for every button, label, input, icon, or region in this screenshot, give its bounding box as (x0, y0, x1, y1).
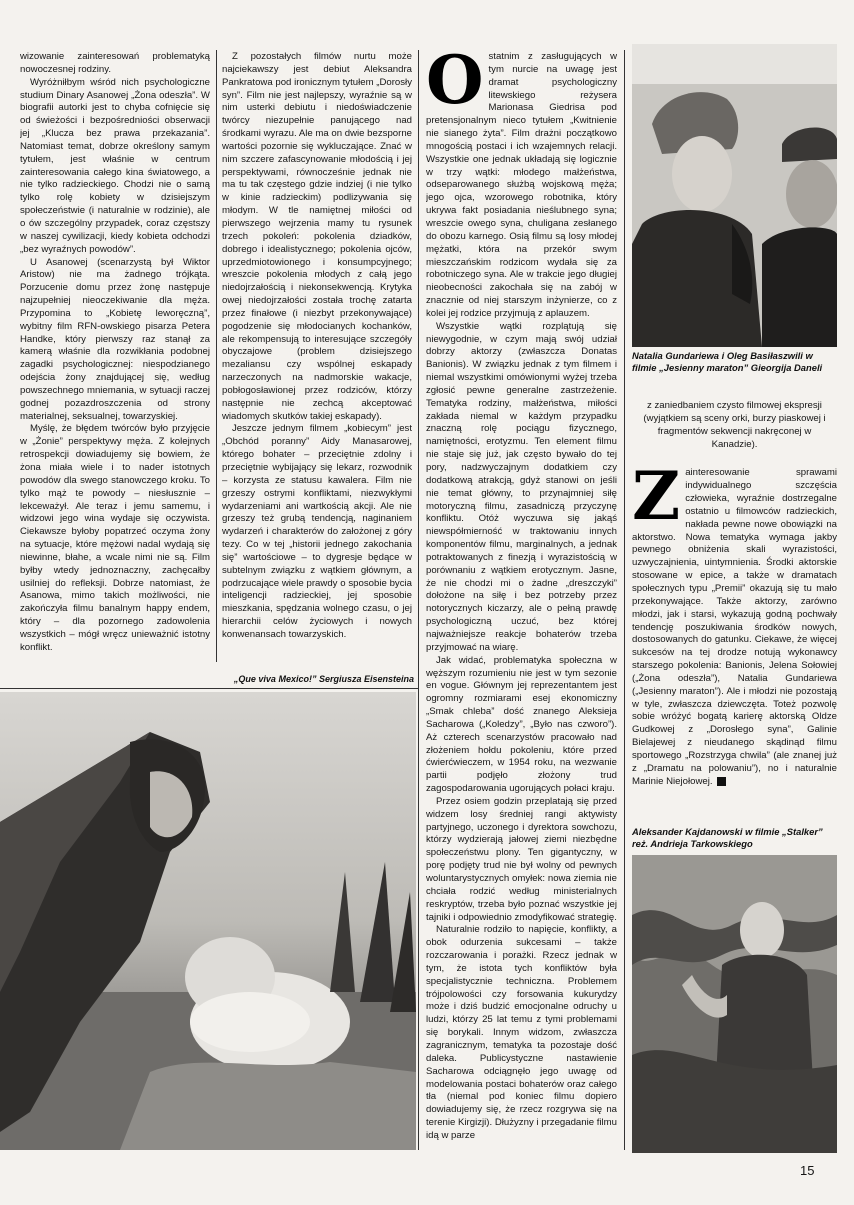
paragraph (426, 51, 617, 321)
photo-caption-kajdanowski: Aleksander Kajdanowski w filmie „Stalker” reż. Andrieja Tarkowskiego (632, 826, 823, 849)
paragraph-text: statnim z zasługujących w tym nurcie na uwagę jest dramat psychologiczny litewskiego reżysera Marionasa Giedrisa pod pretensjonalnym nieco tytułem „Kwitnienie nie sianego żyta”. Film drażni początkowo mnogością postaci i ich wzajemnych relacji. Wszystkie one jednak układają się logicznie w trzy wątki: młodego małżeństwa, odseparowanego służbą wojskową męża; jego ojca, wzorowego robotnika, który ukrywa fakt posiadania nieślubnego syna; wreszcie owego syna, chuligana zesłanego do obozu karnego. Osią filmu są losy młodej mężatki, która na przekór swym mieszczańskim rodzicom wydała się za robotniczego syna. Ale w trakcie jego długiej nieobecności zakochała się na zabój w znacznie od niej starszym inżynierze, co z kolei jej rodzice przyjmują z aplauzem. (426, 51, 617, 319)
paragraph: Jak widać, problematyka społeczna w węższym rozumieniu nie jest w tym sezonie en vogue. Głównym jej reprezentantem jest ogromny rozmiarami esej ekonomiczny „Smak chleba” dość znanego Aleksieja Sacharowa („Koledzy”, „Było nas czworo”). Aż czterech scenarzystów pracowało nad złożeniem hołdu pokoleniu, które przed ćwierćwieczem, w 1954 roku, na wezwanie partii podjęło złożony trud zagospodarowania ugorujących połaci kraju. (426, 654, 617, 795)
film-still-jesienny-maraton (632, 44, 837, 347)
paragraph: U Asanowej (scenarzystą był Wiktor Aristow) nie ma żadnego trójkąta. Porzucenie domu przez żonę następuje najzupełniej nieoczekiwanie dla męża. Przypomina to „Kobietę leworęczną”, wybitny film RFN-owskiego pisarza Petera Handke, który pierwszy raz stanął za kamerą właśnie dla rozwikłania podobnej zagadki psychologicznej: niespodzianego odejścia żony znajdującej się, według powszechnego mniemania, w sytuacji raczej godnej pozazdroszczenia od strony materialnej, seksualnej, towarzyskiej. (20, 256, 210, 422)
paragraph (632, 457, 837, 788)
paragraph: Z pozostałych filmów nurtu może najciekawszy jest debiut Aleksandra Pankratowa pod ironicznym tytułem „Dorosły syn”. Film nie jest najlepszy, wyraźnie są w nim usterki debiutu i niedoświadczenie twórcy niezupełnie panującego nad środkami wyrazu. Ale ma on dwie bezsporne wartości pozornie się wykluczające. Znać w nim szczere zafascynowanie młodością i jej perspektywami, równocześnie jednak nie ma tu tak częstego gdzie indziej (i nie tylko w kinie radzieckim) podlizywania się młodym. W tle namiętnej miłości od pierwszego wejrzenia mamy tu rysunek trzech pokoleń: pokolenia dziadków, dobrego i idealistycznego; pokolenia ojców, uprzedmiotowionego i konsumpcyjnego; wreszcie pokolenia młodych z całą jego niedojrzałością i niekonsekwencją. Krytyka owej niedojrzałości została trochę zatarta przez finałowe (i niezbyt przekonywające) pogodzenie się młodocianych kochanków, ale rekompensują to interesujące szczegóły obyczajowe (problem dzisiejszego mezaliansu czy wspólnej eskapady narzeczonych na nadmorskie wakacje, pobłogosławionej przez rodziców, którzy następnie nie zechcą akceptować wiadomych skutków takiej eskapady). (222, 51, 412, 422)
article-column-3 (426, 51, 617, 1151)
paragraph: Wyróżniłbym wśród nich psychologiczne studium Dinary Asanowej „Żona odeszła”. W biografii autorki jest to chyba cofnięcie się od świeżości i bezpośredniości obserwacji jej „Klucza bez prawa przekazania”. Natomiast temat, dobrze określony samym tytułem, jest właśnie w centrum zainteresowania całego kina światowego, a nie tylko radzieckiego. Chodzi nie o samą tylko rolę kobiety w dzisiejszym społeczeństwie (i naturalnie w rodzinie), ale o ów szczególny przypadek, coraz częstszy w naszej cywilizacji, kiedy kobieta odchodzi „bez wyraźnych powodów”. (20, 76, 210, 255)
photo-caption-eisenstein: „Que viva Mexico!” Sergiusza Eisensteina (233, 674, 414, 684)
paragraph: Wszystkie wątki rozplątują się niewygodnie, w czym mają swój udział dobrzy aktorzy (zwłaszcza Donatas Banionis). W związku jednak z tym filmem i niemal wszystkimi omówionymi wyżej trzeba zgłosić pewne generalne zastrzeżenie. Tematyka rodziny, małżeństwa, miłości zakłada niemal w każdym przypadku znaczną rolę pociągu fizycznego, namiętności, erotyzmu. Ten element filmu nie staje się już, jak często bywało do tej pory, nadzwyczajnym dodatkiem czy dodatkową atrakcją, gdyż stanowi on jeśli nie temat główny, to przynajmniej siłę motoryczną filmu, zasadniczą przyczynę konfliktu. Otóż wyczuwa się jakąś niewspółmierność w traktowaniu innych komponentów filmu, marginalnych, a jednak potraktowanych z finezją i wyrazistością w porównaniu z wątkiem erotycznym. Jasne, że nie chodzi mi o żadne „dreszczyki” dołożone na siłę i bez potrzeby przez notorycznych kiczarzy, ale o pełną prawdę psychologiczną uczuć, bez której najważniejsze reakcje bohaterów trzeba przyjmować na wiarę. (426, 320, 617, 653)
article-column-2 (222, 51, 412, 671)
paragraph: Przez osiem godzin przeplatają się przed widzem losy średniej rangi aktywisty partyjnego, uczonego i dyrektora sowchozu, którzy wydzierają jałowej ziemi niezbędne społeczeństwu plony. Ten gigantyczny, w porę podjęty trud nie był wolny od pewnych woluntarystycznych omyłek: nowa ziemia nie chciała rodzić według ministerialnych reskryptów, trzeba było poznać wszystkie jej tajniki i odpowiednio zmodyfikować strategię. (426, 795, 617, 923)
page-number: 15 (800, 1163, 815, 1178)
paragraph: Jeszcze jednym filmem „kobiecym” jest „Obchód poranny” Aidy Manasarowej, którego bohater – przeciętnie zdolny i przeciętnie wybijający się lekarz, rozwodnik – korzysta ze statusu kawalera. Film nie grzeszy ostrymi konfliktami, niezwykłymi wydarzeniami ani wartkością akcji. Ale nie grzeszy też grubą tendencją, naginaniem wydarzeń i charakterów do założonej z góry tezy. Co w tej „historii jednego zakochania się” wartościowe – to dygresje będące w subtelnym związku z wątkiem głównym, a podrzucające wiele prawdy o sposobie bycia inteligencji radzieckiej, jej sposobie mieszkania, spędzania wolnego czasu, o jej hierarchii celów życiowych i nowych konwenansach towarzyskich. (222, 423, 412, 640)
paragraph-text: ainteresowanie sprawami indywidualnego szczęścia człowieka, wyraźnie dostrzegalne ostatnio u filmowców radzieckich, nakłada pewne nowe obowiązki na aktorstwo. Nowa tematyka wymaga jakby pewnego obniżenia skali wyrazistości, uzwyczajnienia, uintymnienia. Środki aktorskie stosowane w epice, a także w dramatach społecznych typu „Premii” okazują się tu mało przekonywające. Także aktorzy, zarówno młodzi, jak i starsi, wykazują godną pochwały tendencję poszukiwania środków nowych, dostosowanych do gatunku. Ciekawe, że więcej sukcesów na tej drodze notują wykonawcy starszego pokolenia: Banionis, Jelena Sołowiej („Żona odeszła”), Natalia Gundariewa („Jesienny maraton”). Ale i młodzi nie pozostają w tyle, zwłaszcza dziewczęta. Toteż pozwolę sobie wróżyć bogatą karierę aktorską Oldze Gudkowej z „Dorosłego syna”, Galinie Bielajewej z nieudanego skądinąd filmu sportowego „Rozstrzyga chwila” (ale znanej już z „Dramatu na polowaniu”), no i naturalnie Marinie Niejołowej. (632, 467, 837, 787)
photo-image (632, 44, 837, 347)
article-column-4 (632, 400, 837, 830)
photo-image (0, 692, 416, 1150)
film-still-que-viva-mexico (0, 692, 416, 1150)
column-divider (216, 50, 217, 662)
caption-rule (0, 688, 418, 689)
column-divider (418, 50, 419, 1150)
photo-image (632, 855, 837, 1153)
drop-cap: Z (632, 457, 681, 536)
film-still-stalker (632, 855, 837, 1153)
end-mark (717, 777, 726, 786)
article-column-1 (20, 51, 210, 671)
drop-cap: O (426, 51, 484, 119)
paragraph: Naturalnie rodziło to napięcie, konflikty, a obok odurzenia sukcesami – także rozczarowania i porażki. Rzecz jednak w tym, że istota tych konfliktów była specjalistycznie techniczna. Problemem trójpolowości czy forsowania kukurydzy może i dziś budzić emocjonalne odruchy u ludzi, którzy 25 lat temu z tymi problemami się borykali. Innym widzom, zwłaszcza zagranicznym, tematyka ta pozostaje dość daleka. Publicystyczne nastawienie Sacharowa odciągnęło jego uwagę od modelowania postaci bohaterów oraz całego tła (niemal pod koniec filmu dopiero dowiadujemy się, że rzecz rozgrywa się na terenie Kirgizji). Dłużyzny i przegadanie filmu idą w parze (426, 924, 617, 1141)
paragraph: Myślę, że błędem twórców było przyjęcie w „Żonie” perspektywy męża. Z kolejnych retrospekcji dowiadujemy się bowiem, że żona miała wiele i to nader istotnych powodów dla swego stanowczego kroku. To tylko mąż te powody – niesłusznie – lekceważył. Ale teraz i jemu samemu, i widzowi jego wina wydaje się oczywista. Ciekawsze byłoby popatrzeć oczyma żony na sytuacje, które mężowi nadal wydają się niewinne, błahe, a wcale nimi nie są. Film byłby wtedy jednoznaczny, zachęcałby usilniej do refleksji. Dobrze natomiast, że Asanowa, mimo takich możliwości, nie zakończyła filmu banalnym happy endem, który – dla pozornego zadowolenia wszystkich – mógł wręcz unieważnić istotny konflikt. (20, 423, 210, 653)
photo-caption-gundariewa: Natalia Gundariewa i Oleg Basiłaszwili w filmie „Jesienny maraton” Gieorgija Daneli (632, 350, 823, 373)
column-divider (624, 50, 625, 1150)
paragraph: z zaniedbaniem czysto filmowej ekspresji (wyjątkiem są sceny orki, burzy piaskowej i fragmentów sekwencji nakręconej w Kanadzie). (643, 400, 826, 450)
paragraph: wizowanie zainteresowań problematyką nowoczesnej rodziny. (20, 51, 210, 75)
